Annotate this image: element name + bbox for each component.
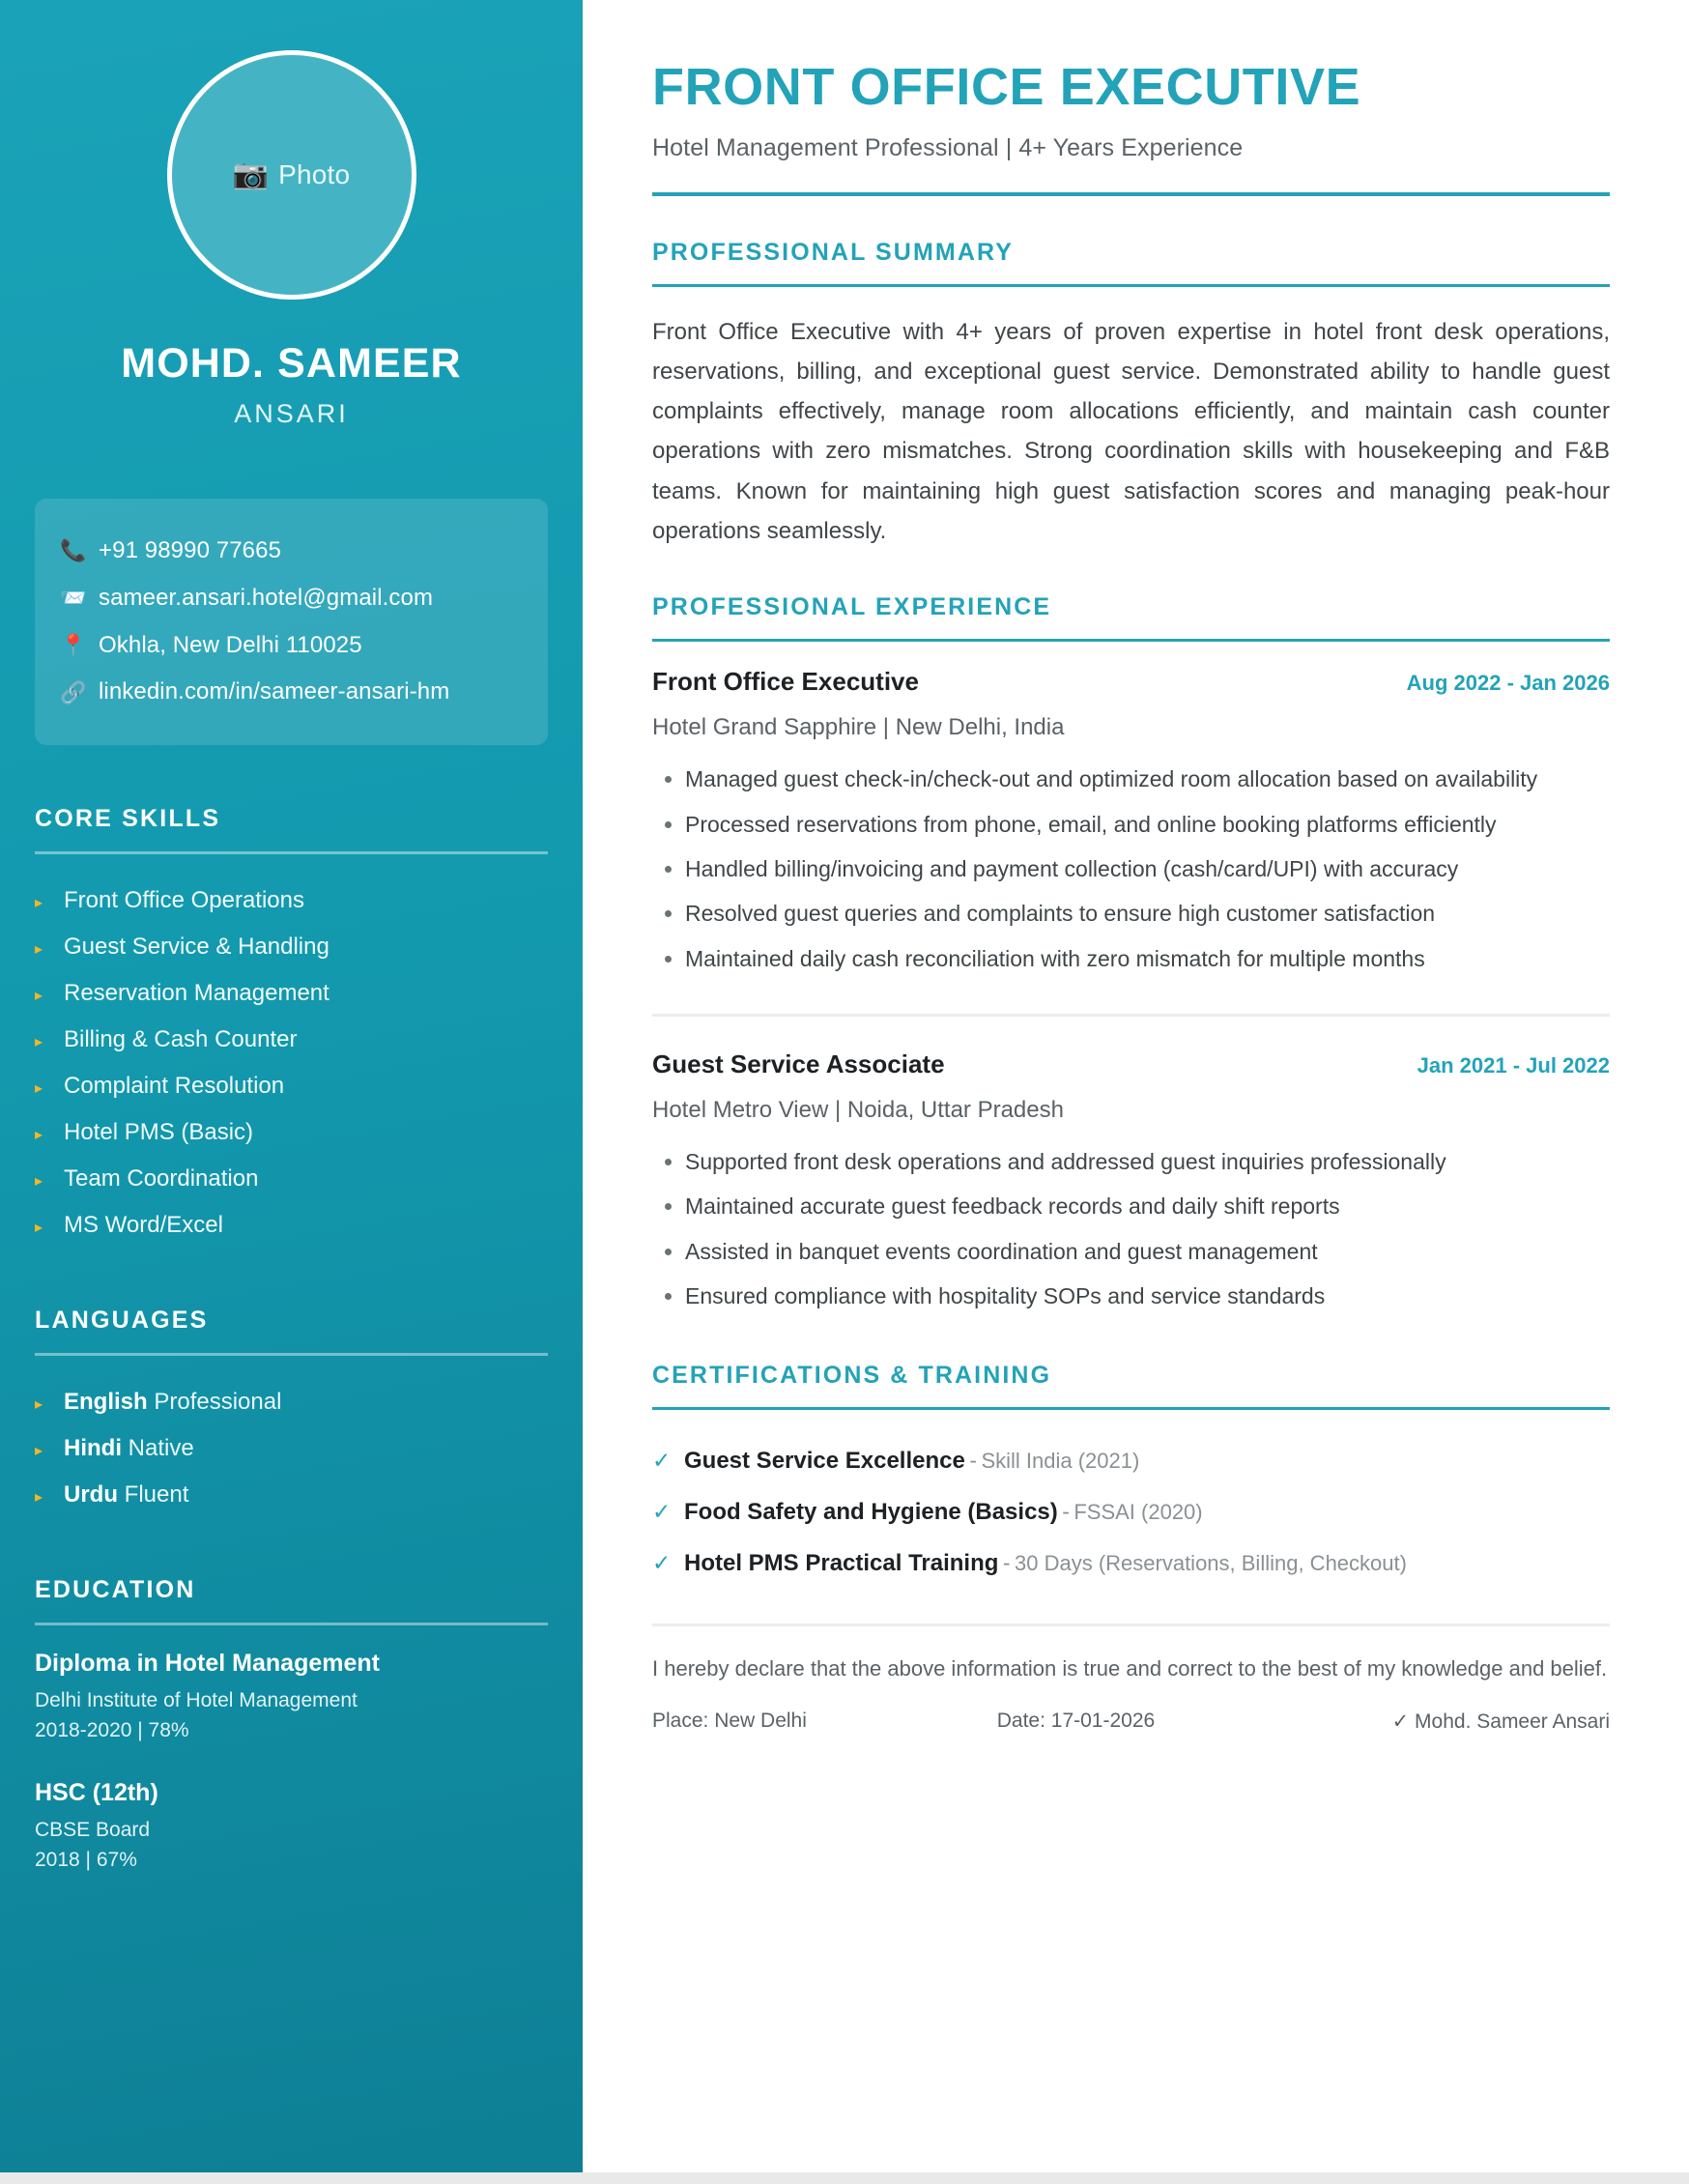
phone-icon: 📞: [60, 538, 87, 563]
triangle-bullet-icon: ▸: [35, 1080, 43, 1098]
skill-label: Team Coordination: [64, 1165, 259, 1193]
declaration-signature: ✓ Mohd. Sameer Ansari: [1391, 1710, 1610, 1733]
photo-wrapper: [35, 50, 548, 300]
education-section: [35, 1576, 548, 1875]
skill-label: MS Word/Excel: [64, 1212, 223, 1239]
job-bullet: • Handled billing/invoicing and payment collection (cash/card/UPI) with accuracy: [685, 847, 1610, 891]
job-dates: Aug 2022 - Jan 2026: [1406, 671, 1610, 696]
language-item: [35, 1379, 548, 1425]
job-bullet: • Assisted in banquet events coordination and guest management: [685, 1229, 1610, 1274]
job-bullet: • Resolved guest queries and complaints to ensure high customer satisfaction: [685, 891, 1610, 935]
summary-heading: PROFESSIONAL SUMMARY: [652, 238, 1014, 266]
language-level: Native: [128, 1435, 194, 1462]
triangle-bullet-icon: ▸: [35, 1173, 43, 1191]
declaration-date: Date: 17-01-2026: [996, 1709, 1156, 1732]
experience-entry: [652, 1049, 1610, 1318]
triangle-bullet-icon: ▸: [35, 988, 43, 1005]
photo-placeholder[interactable]: [167, 50, 416, 300]
education-meta: 2018-2020 | 78%: [35, 1718, 189, 1741]
education-degree: HSC (12th): [35, 1779, 158, 1807]
experience-heading: PROFESSIONAL EXPERIENCE: [652, 593, 1052, 621]
certification-name: Hotel PMS Practical Training: [684, 1549, 999, 1576]
triangle-bullet-icon: ▸: [35, 1034, 43, 1051]
divider: [35, 851, 548, 854]
core-skills-section: [35, 805, 548, 1249]
skill-label: Billing & Cash Counter: [64, 1026, 298, 1053]
job-bullet: • Ensured compliance with hospitality SOPs and service standards: [685, 1274, 1610, 1318]
contact-card: [35, 499, 548, 745]
phone-value: +91 98990 77665: [99, 537, 282, 563]
header-divider: [652, 192, 1610, 196]
certifications-heading: CERTIFICATIONS & TRAINING: [652, 1361, 1052, 1389]
education-institute: CBSE Board: [35, 1819, 151, 1842]
certification-item: [652, 1537, 1610, 1589]
certification-issuer: Skill India (2021): [981, 1448, 1140, 1473]
skill-label: Reservation Management: [64, 980, 329, 1007]
education-degree: Diploma in Hotel Management: [35, 1650, 380, 1678]
certification-dash: -: [969, 1447, 977, 1473]
certification-item: [652, 1486, 1610, 1537]
skill-label: Front Office Operations: [64, 887, 304, 914]
page-subtitle: Hotel Management Professional | 4+ Years Experience: [652, 133, 1244, 161]
email-value: sameer.ansari.hotel@gmail.com: [99, 584, 434, 611]
language-level: Fluent: [124, 1481, 189, 1509]
divider: [652, 284, 1610, 287]
education-item: [35, 1649, 548, 1745]
triangle-bullet-icon: ▸: [35, 1443, 43, 1460]
languages-heading: LANGUAGES: [35, 1307, 209, 1335]
triangle-bullet-icon: ▸: [35, 1220, 43, 1237]
core-skills-heading: CORE SKILLS: [35, 805, 221, 833]
sidebar: [0, 0, 583, 2172]
skill-item: [35, 970, 548, 1017]
certification-issuer: FSSAI (2020): [1074, 1499, 1203, 1524]
experience-divider: [652, 1014, 1610, 1017]
job-bullet-list: [652, 757, 1610, 981]
triangle-bullet-icon: ▸: [35, 941, 43, 959]
location-value: Okhla, New Delhi 110025: [99, 631, 362, 658]
divider: [652, 1624, 1610, 1626]
education-item: [35, 1778, 548, 1875]
certification-dash: -: [1002, 1549, 1011, 1575]
skill-item: [35, 1063, 548, 1109]
certification-issuer: 30 Days (Reservations, Billing, Checkout): [1015, 1550, 1407, 1575]
languages-section: [35, 1307, 548, 1518]
page-title: FRONT OFFICE EXECUTIVE: [652, 58, 1361, 116]
job-role: Guest Service Associate: [652, 1049, 945, 1079]
language-item: [35, 1425, 548, 1472]
person-first-name: MOHD. SAMEER: [121, 340, 462, 387]
divider: [35, 1623, 548, 1625]
education-meta: 2018 | 67%: [35, 1848, 137, 1871]
experience-header-row: [652, 1049, 1610, 1079]
job-bullet: • Maintained accurate guest feedback records and daily shift reports: [685, 1184, 1610, 1228]
contact-item-phone[interactable]: [60, 528, 523, 575]
job-bullet: • Managed guest check-in/check-out and optimized room allocation based on availability: [685, 757, 1610, 801]
person-last-name: ANSARI: [234, 399, 349, 428]
job-dates: Jan 2021 - Jul 2022: [1417, 1053, 1610, 1078]
job-bullet: • Supported front desk operations and addressed guest inquiries professionally: [685, 1139, 1610, 1184]
declaration-footer: [652, 1710, 1610, 1734]
contact-item-location[interactable]: [60, 622, 523, 670]
education-institute: Delhi Institute of Hotel Management: [35, 1689, 358, 1712]
triangle-bullet-icon: ▸: [35, 1127, 43, 1144]
photo-label: Photo: [278, 159, 351, 189]
check-icon: ✓: [652, 1447, 672, 1473]
skill-item: [35, 1156, 548, 1202]
job-role: Front Office Executive: [652, 667, 919, 697]
experience-section: [652, 593, 1610, 1318]
summary-section: [652, 239, 1610, 552]
certification-dash: -: [1062, 1498, 1070, 1524]
declaration-place: Place: New Delhi: [652, 1709, 807, 1732]
summary-text: Front Office Executive with 4+ years of proven expertise in hotel front desk operations, reservations, billing, and exceptional guest service. Demonstrated ability to handle guest complaints effectively, manage room allocations efficiently, and maintain cash counter operations with zero mismatches. Strong coordination skills with housekeeping and F&B teams. Known for maintaining high guest satisfaction scores and managing peak-hour operations seamlessly.: [652, 318, 1610, 545]
check-icon: ✓: [652, 1549, 672, 1575]
linkedin-value: linkedin.com/in/sameer-ansari-hm: [99, 678, 450, 705]
skill-item: [35, 1202, 548, 1249]
camera-icon: 📷: [232, 158, 270, 190]
declaration-text: I hereby declare that the above information is true and correct to the best of my knowledge and belief.: [652, 1656, 1608, 1681]
education-heading: EDUCATION: [35, 1576, 196, 1604]
certifications-section: [652, 1362, 1610, 1590]
language-name: Urdu: [64, 1481, 118, 1509]
triangle-bullet-icon: ▸: [35, 895, 43, 912]
main-column: [583, 0, 1689, 2172]
divider: [652, 1407, 1610, 1410]
triangle-bullet-icon: ▸: [35, 1396, 43, 1414]
language-name: Hindi: [64, 1435, 122, 1462]
job-company: Hotel Grand Sapphire | New Delhi, India: [652, 714, 1065, 741]
language-name: English: [64, 1389, 148, 1416]
skill-item: [35, 924, 548, 970]
job-bullet: • Maintained daily cash reconciliation with zero mismatch for multiple months: [685, 936, 1610, 981]
skill-label: Hotel PMS (Basic): [64, 1119, 254, 1146]
job-bullet: • Processed reservations from phone, email, and online booking platforms efficiently: [685, 802, 1610, 847]
skill-item: [35, 877, 548, 924]
location-icon: 📍: [60, 632, 87, 657]
job-company: Hotel Metro View | Noida, Uttar Pradesh: [652, 1097, 1064, 1124]
triangle-bullet-icon: ▸: [35, 1489, 43, 1507]
experience-header-row: [652, 667, 1610, 697]
page-bottom-edge: [0, 2172, 1689, 2184]
experience-entry: [652, 667, 1610, 981]
divider: [652, 639, 1610, 642]
contact-item-email[interactable]: [60, 575, 523, 622]
certification-name: Guest Service Excellence: [684, 1447, 965, 1474]
skill-label: Guest Service & Handling: [64, 934, 329, 961]
email-icon: 📨: [60, 586, 87, 610]
job-bullet-list: [652, 1139, 1610, 1318]
divider: [35, 1353, 548, 1356]
link-icon: 🔗: [60, 679, 87, 704]
language-level: Professional: [154, 1389, 282, 1416]
certification-item: [652, 1435, 1610, 1486]
declaration-section: [652, 1624, 1610, 1734]
skill-item: [35, 1017, 548, 1063]
contact-item-linkedin[interactable]: [60, 669, 523, 716]
check-icon: ✓: [652, 1498, 672, 1524]
certification-name: Food Safety and Hygiene (Basics): [684, 1498, 1058, 1525]
skill-label: Complaint Resolution: [64, 1073, 285, 1100]
language-item: [35, 1472, 548, 1518]
skill-item: [35, 1109, 548, 1156]
